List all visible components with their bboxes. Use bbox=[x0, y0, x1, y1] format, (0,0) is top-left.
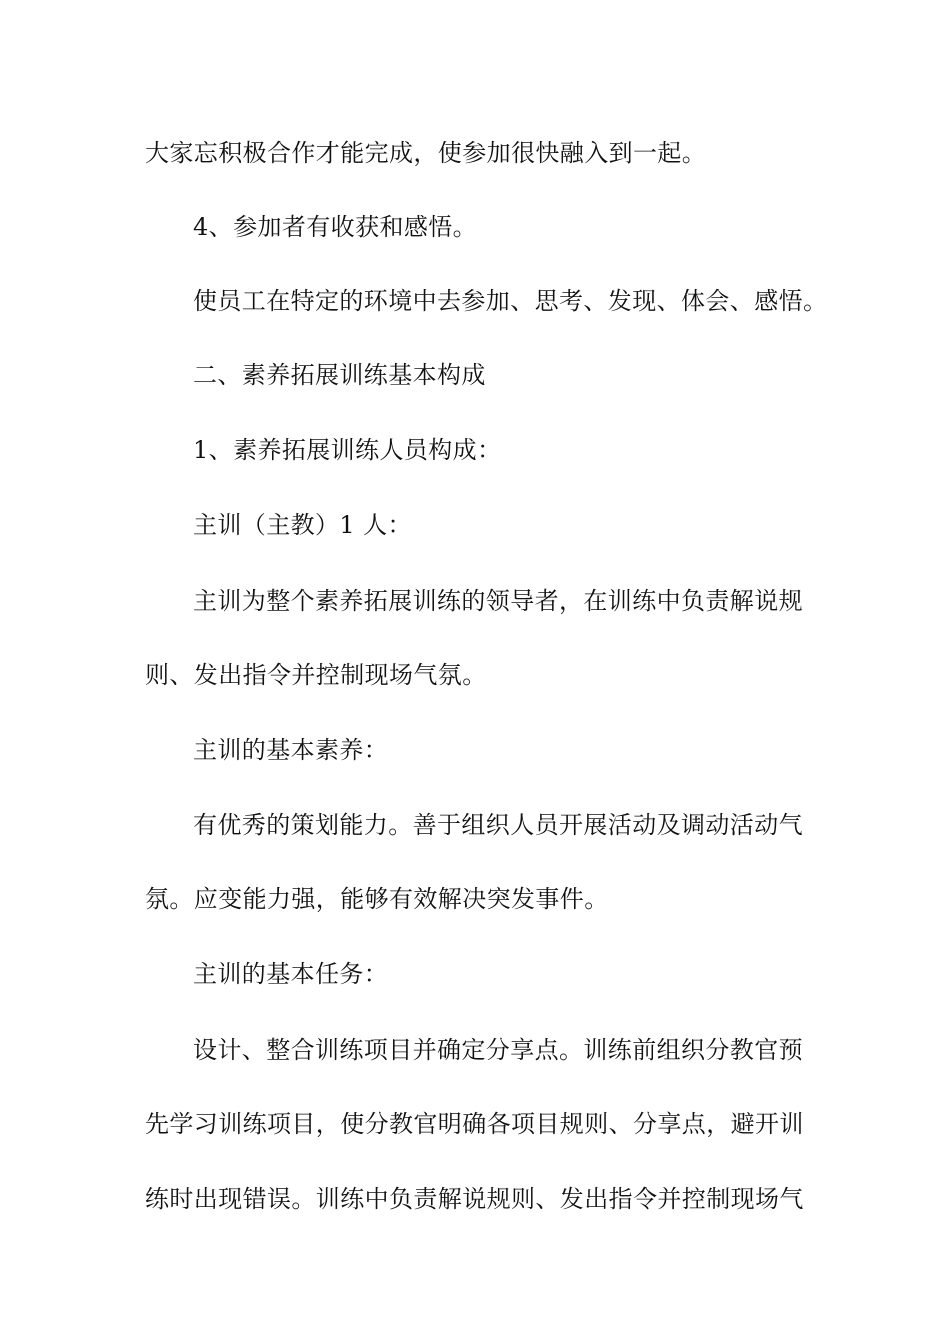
subsection-heading: 1、素养拓展训练人员构成： bbox=[193, 436, 502, 464]
paragraph-line: 主训的基本任务： bbox=[193, 960, 389, 988]
paragraph-line: 主训为整个素养拓展训练的领导者，在训练中负责解说规 bbox=[193, 587, 803, 615]
paragraph-line: 设计、整合训练项目并确定分享点。训练前组织分教官预 bbox=[193, 1036, 803, 1064]
paragraph-line: 主训的基本素养： bbox=[193, 736, 389, 764]
paragraph-line: 则、发出指令并控制现场气氛。 bbox=[145, 661, 487, 689]
paragraph-line: 大家忘积极合作才能完成，使参加很快融入到一起。 bbox=[145, 139, 707, 167]
paragraph-line: 4、参加者有收获和感悟。 bbox=[193, 213, 478, 241]
paragraph-line: 使员工在特定的环境中去参加、思考、发现、体会、感悟。 bbox=[193, 287, 828, 315]
paragraph-line: 先学习训练项目，使分教官明确各项目规则、分享点，避开训 bbox=[145, 1110, 804, 1138]
paragraph-line: 主训（主教）1 人： bbox=[193, 511, 412, 539]
paragraph-line: 有优秀的策划能力。善于组织人员开展活动及调动活动气 bbox=[193, 811, 803, 839]
paragraph-line: 氛。应变能力强，能够有效解决突发事件。 bbox=[145, 885, 609, 913]
paragraph-line: 练时出现错误。训练中负责解说规则、发出指令并控制现场气 bbox=[145, 1185, 804, 1213]
section-heading: 二、素养拓展训练基本构成 bbox=[193, 361, 486, 389]
